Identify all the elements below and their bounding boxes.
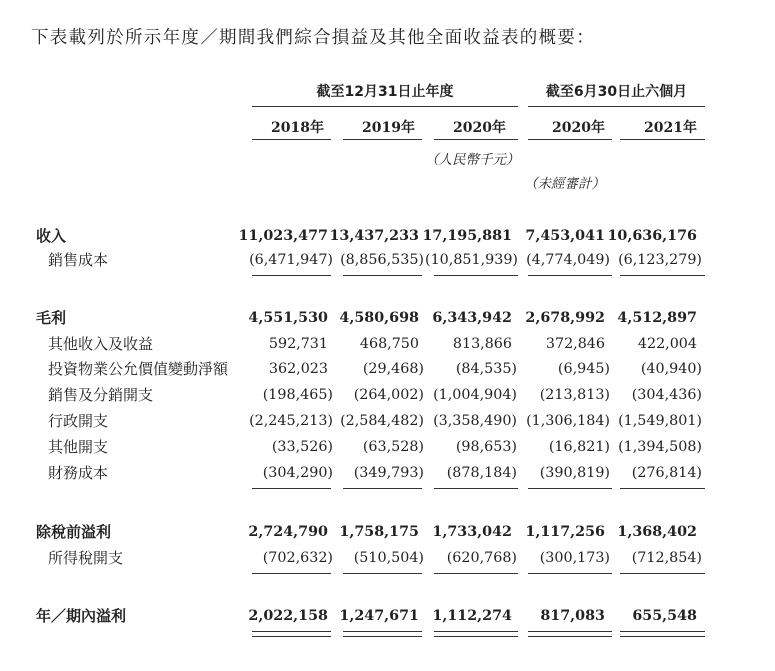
cell-value: (1,306,184) — [526, 413, 610, 429]
cell-value: (3,358,490) — [433, 413, 517, 429]
cell-value: 372,846 — [545, 336, 605, 352]
cell-value: 17,195,881 — [422, 228, 512, 244]
cell-value: 7,453,041 — [525, 228, 605, 244]
row-label: 除稅前溢利 — [36, 523, 112, 541]
cell-value: (6,471,947) — [249, 252, 333, 268]
group-underline-annual — [252, 106, 518, 107]
unaudited-note: （未經審計） — [524, 176, 605, 192]
subtotal-rule — [434, 275, 518, 276]
cell-value: 1,112,274 — [432, 608, 512, 624]
cell-value: (304,436) — [631, 387, 702, 403]
cell-value: (4,774,049) — [526, 252, 610, 268]
year-header: 2020年 — [453, 120, 506, 136]
cell-value: (2,584,482) — [340, 413, 424, 429]
year-underline — [528, 139, 612, 140]
cell-value: 4,551,530 — [248, 310, 328, 326]
cell-value: (1,394,508) — [618, 439, 702, 455]
row-label: 其他收入及收益 — [48, 335, 154, 353]
cell-value: (712,854) — [631, 550, 702, 566]
cell-value: (390,819) — [539, 465, 610, 481]
row-label: 毛利 — [36, 309, 67, 327]
cell-value: 10,636,176 — [607, 228, 697, 244]
currency-note: （人民幣千元） — [425, 152, 520, 168]
cell-value: (98,653) — [455, 439, 517, 455]
subtotal-rule — [343, 488, 422, 489]
table-row — [0, 224, 775, 248]
subtotal-rule — [620, 573, 705, 574]
subtotal-rule — [528, 488, 612, 489]
cell-value: 1,758,175 — [339, 524, 419, 540]
cell-value: (16,821) — [548, 439, 610, 455]
table-row — [0, 604, 775, 628]
cell-value: 813,866 — [452, 336, 512, 352]
cell-value: 468,750 — [359, 336, 419, 352]
row-label: 銷售成本 — [48, 251, 109, 269]
row-label: 銷售及分銷開支 — [48, 386, 154, 404]
row-label: 財務成本 — [48, 464, 109, 482]
cell-value: (1,004,904) — [433, 387, 517, 403]
cell-value: (10,851,939) — [425, 252, 519, 268]
cell-value: 2,678,992 — [525, 310, 605, 326]
row-label: 其他開支 — [48, 438, 109, 456]
cell-value: (6,123,279) — [618, 252, 702, 268]
subtotal-rule — [620, 488, 705, 489]
subtotal-rule — [343, 275, 422, 276]
cell-value: (198,465) — [262, 387, 333, 403]
group-header-halfyear: 截至6月30日止六個月 — [545, 84, 688, 100]
cell-value: (40,940) — [640, 361, 702, 377]
intro-text: 下表載列於所示年度／期間我們綜合損益及其他全面收益表的概要： — [31, 28, 595, 48]
cell-value: (33,526) — [271, 439, 333, 455]
year-header: 2018年 — [271, 120, 324, 136]
cell-value: 1,247,671 — [339, 608, 419, 624]
table-row — [0, 332, 775, 356]
cell-value: (620,768) — [446, 550, 517, 566]
cell-value: (84,535) — [455, 361, 517, 377]
cell-value: (1,549,801) — [618, 413, 702, 429]
cell-value: (300,173) — [539, 550, 610, 566]
row-label: 投資物業公允價值變動淨額 — [48, 360, 229, 378]
cell-value: (276,814) — [631, 465, 702, 481]
year-header: 2020年 — [552, 120, 605, 136]
table-row — [0, 248, 775, 272]
year-header: 2021年 — [644, 120, 697, 136]
cell-value: 4,580,698 — [339, 310, 419, 326]
cell-value: 2,724,790 — [248, 524, 328, 540]
table-row — [0, 546, 775, 570]
table-row — [0, 306, 775, 330]
subtotal-rule — [252, 573, 331, 574]
cell-value: 817,083 — [540, 608, 605, 624]
cell-value: (2,245,213) — [249, 413, 333, 429]
table-row — [0, 435, 775, 459]
subtotal-rule — [343, 573, 422, 574]
cell-value: 655,548 — [632, 608, 697, 624]
row-label: 收入 — [36, 227, 67, 245]
row-label: 行政開支 — [48, 412, 109, 430]
cell-value: (878,184) — [446, 465, 517, 481]
cell-value: (264,002) — [353, 387, 424, 403]
year-underline — [620, 139, 705, 140]
total-double-rule — [434, 631, 518, 637]
subtotal-rule — [434, 488, 518, 489]
group-underline-halfyear — [528, 106, 705, 107]
cell-value: (702,632) — [262, 550, 333, 566]
cell-value: 1,117,256 — [525, 524, 605, 540]
row-label: 所得稅開支 — [48, 549, 124, 567]
table-row — [0, 357, 775, 381]
row-label: 年／期內溢利 — [36, 607, 127, 625]
total-double-rule — [343, 631, 422, 637]
cell-value: (8,856,535) — [340, 252, 424, 268]
year-underline — [343, 139, 422, 140]
subtotal-rule — [434, 573, 518, 574]
year-header: 2019年 — [362, 120, 415, 136]
cell-value: 6,343,942 — [432, 310, 512, 326]
table-row — [0, 409, 775, 433]
cell-value: (63,528) — [362, 439, 424, 455]
subtotal-rule — [620, 275, 705, 276]
cell-value: 592,731 — [268, 336, 328, 352]
cell-value: 13,437,233 — [329, 228, 419, 244]
group-header-annual: 截至12月31日止年度 — [316, 84, 454, 100]
cell-value: (510,504) — [353, 550, 424, 566]
cell-value: (349,793) — [353, 465, 424, 481]
cell-value: (6,945) — [557, 361, 610, 377]
table-row — [0, 383, 775, 407]
cell-value: (213,813) — [539, 387, 610, 403]
total-double-rule — [620, 631, 705, 637]
cell-value: (304,290) — [262, 465, 333, 481]
cell-value: 1,733,042 — [432, 524, 512, 540]
cell-value: 422,004 — [637, 336, 697, 352]
subtotal-rule — [528, 275, 612, 276]
table-row — [0, 461, 775, 485]
cell-value: (29,468) — [362, 361, 424, 377]
cell-value: 4,512,897 — [617, 310, 697, 326]
subtotal-rule — [252, 275, 331, 276]
subtotal-rule — [528, 573, 612, 574]
cell-value: 362,023 — [268, 361, 328, 377]
year-underline — [434, 139, 518, 140]
total-double-rule — [528, 631, 612, 637]
year-underline — [252, 139, 331, 140]
cell-value: 2,022,158 — [248, 608, 328, 624]
cell-value: 11,023,477 — [238, 228, 328, 244]
total-double-rule — [252, 631, 331, 637]
table-row — [0, 520, 775, 544]
cell-value: 1,368,402 — [617, 524, 697, 540]
subtotal-rule — [252, 488, 331, 489]
